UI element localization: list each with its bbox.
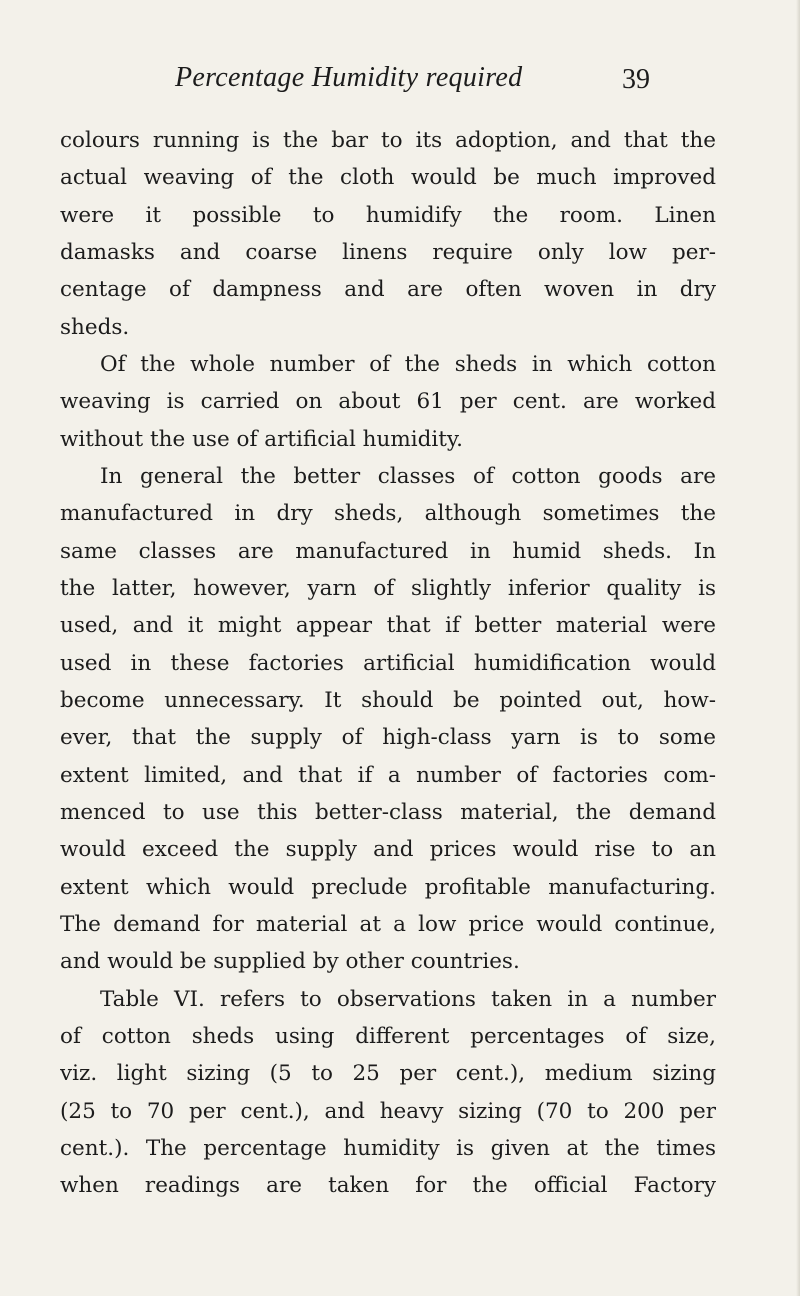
text-line: would exceed the supply and prices would rise to an <box>60 837 716 863</box>
text-line: damasks and coarse linens require only low per- <box>60 239 716 265</box>
text-line: colours running is the bar to its adoption, and that the <box>60 128 716 153</box>
running-title: Percentage Humidity required <box>175 62 523 93</box>
text-line: without the use of artificial humidity. <box>60 426 464 452</box>
body-text <box>60 122 716 1205</box>
text-line: extent which would preclude profitable manufacturing. <box>60 874 716 900</box>
text-line: viz. light sizing (5 to 25 per cent.), medium sizing <box>60 1061 716 1087</box>
text-line: and would be supplied by other countries. <box>60 949 520 975</box>
text-line: The demand for material at a low price would continue, <box>60 911 716 937</box>
text-line: Of the whole number of the sheds in which cotton <box>100 351 716 377</box>
text-line: same classes are manufactured in humid sheds. In <box>60 538 716 564</box>
text-line: of cotton sheds using different percentages of size, <box>60 1023 716 1049</box>
text-line: actual weaving of the cloth would be much improved <box>60 165 716 191</box>
text-line: used, and it might appear that if better material were <box>60 613 716 639</box>
text-line: become unnecessary. It should be pointed out, how- <box>60 687 716 713</box>
running-head <box>0 60 800 100</box>
text-line: extent limited, and that if a number of factories com- <box>60 762 716 788</box>
text-line: Table VI. refers to observations taken in a number <box>100 986 716 1012</box>
text-line: ever, that the supply of high-class yarn is to some <box>60 725 716 751</box>
text-line: (25 to 70 per cent.), and heavy sizing (70 to 200 per <box>60 1098 716 1124</box>
text-line: were it possible to humidify the room. Linen <box>60 202 716 228</box>
page-number: 39 <box>622 64 650 95</box>
text-line: the latter, however, yarn of slightly inferior quality is <box>60 575 716 601</box>
text-line: weaving is carried on about 61 per cent. are worked <box>60 389 716 415</box>
text-line: manufactured in dry sheds, although sometimes the <box>60 501 716 527</box>
text-line: when readings are taken for the official Factory <box>60 1173 716 1199</box>
text-line: In general the better classes of cotton goods are <box>100 463 716 489</box>
text-line: cent.). The percentage humidity is given at the times <box>60 1135 716 1161</box>
text-line: centage of dampness and are often woven in dry <box>60 277 716 303</box>
text-line: sheds. <box>60 314 130 340</box>
text-line: menced to use this better-class material, the demand <box>60 799 716 825</box>
page-edge-shadow <box>796 0 800 1296</box>
text-line: used in these factories artificial humidification would <box>60 650 716 676</box>
